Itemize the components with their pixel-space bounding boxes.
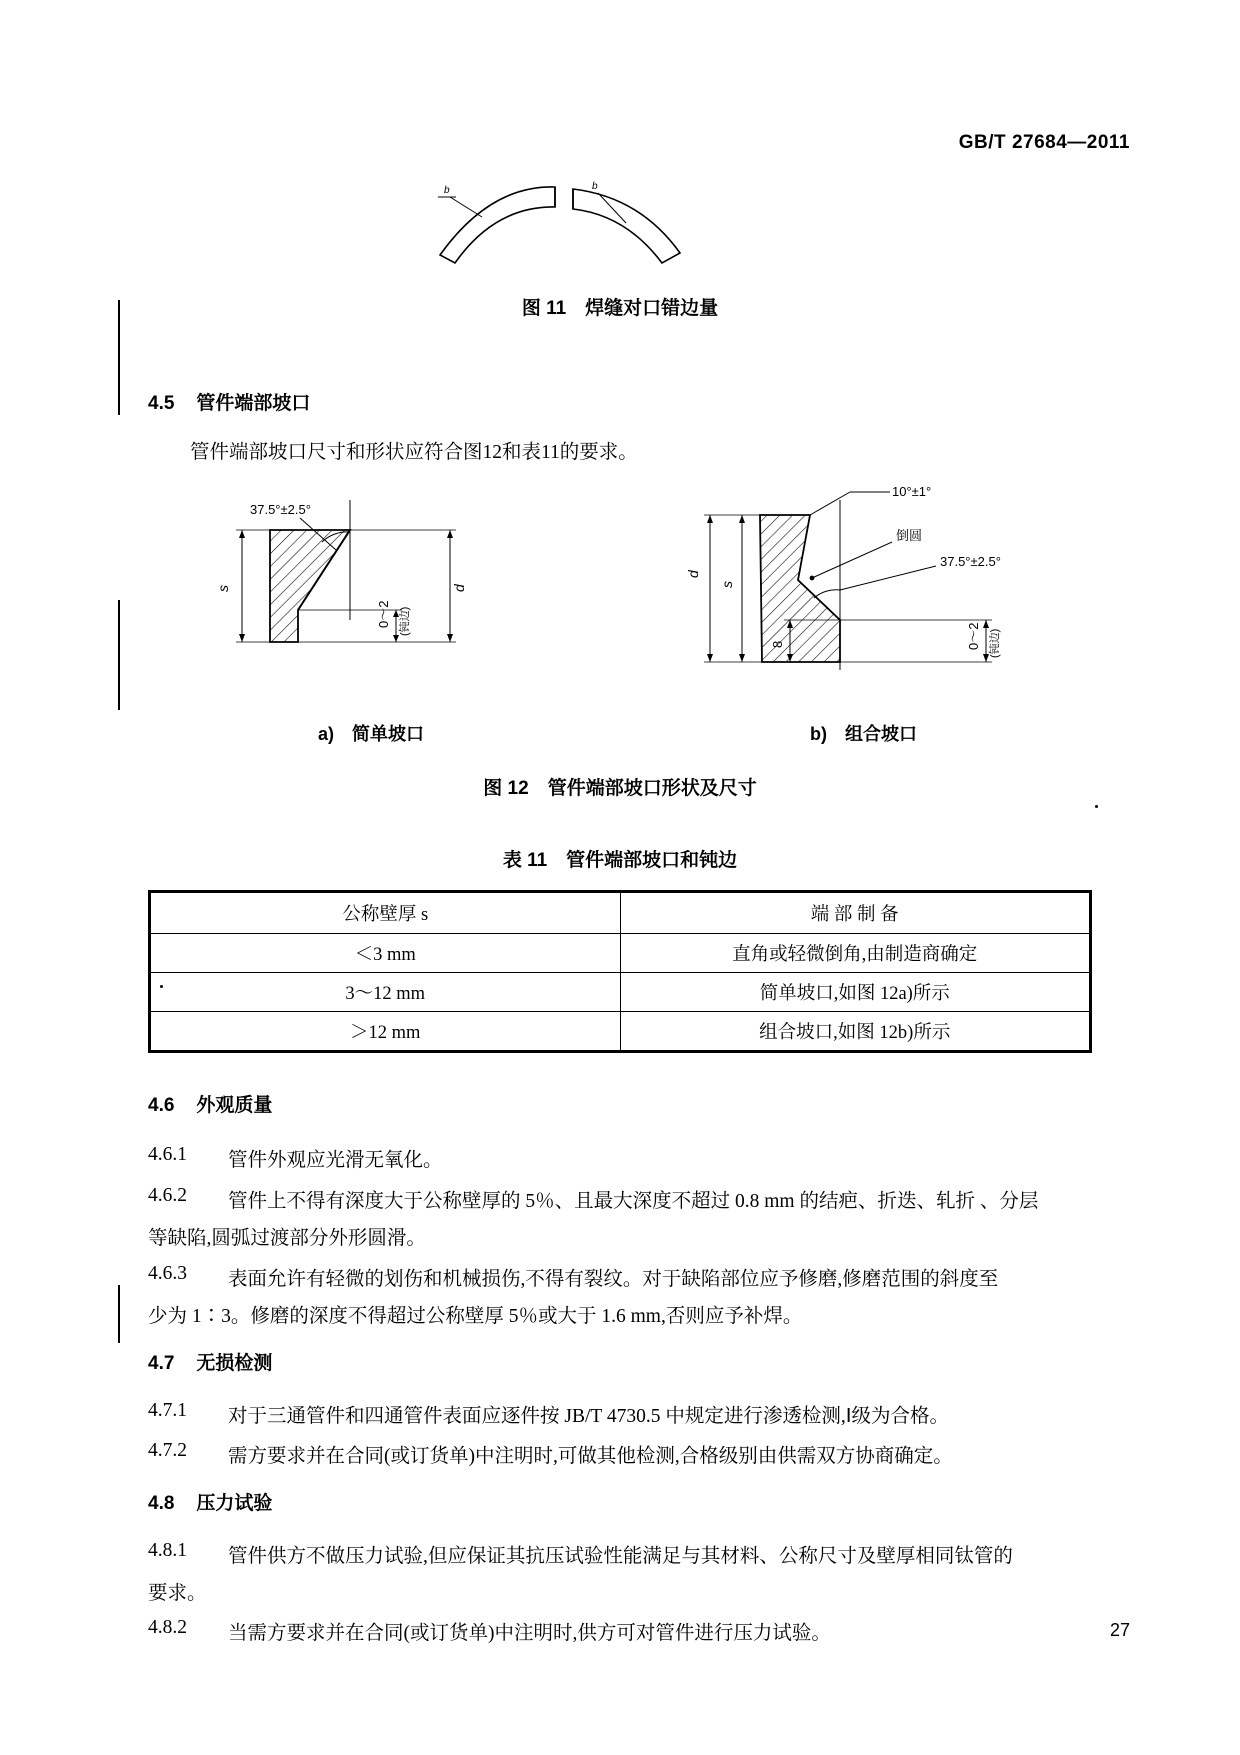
table-11 — [148, 890, 1092, 1053]
margin-tick-mid — [118, 600, 120, 710]
figure-12-sublabel-a: a) 简单坡口 — [318, 724, 425, 744]
paragraph-4-8-1-line2: 要求。 — [148, 1583, 207, 1604]
paragraph-4-7-2: 需方要求并在合同(或订货单)中注明时,可做其他检测,合格级别由供需双方协商确定。 — [228, 1446, 953, 1467]
section-number: 4.5 — [148, 393, 175, 414]
figure-11-caption: 图 11 焊缝对口错边量 — [521, 298, 719, 319]
section-title: 外观质量 — [196, 1095, 273, 1116]
figure-12-sublabel-b: b) 组合坡口 — [810, 724, 917, 744]
section-heading-4-5 — [148, 388, 310, 415]
svg-text:d: d — [451, 584, 467, 592]
figure-12-caption: 图 12 管件端部坡口形状及尺寸 — [483, 778, 757, 799]
svg-text:s: s — [719, 581, 735, 588]
paragraph-number-4-8-2: 4.8.2 — [148, 1617, 187, 1638]
svg-text:(钝边): (钝边) — [989, 628, 1001, 658]
table-row-header — [150, 892, 1091, 934]
table-cell-endprep: 直角或轻微倒角,由制造商确定 — [620, 934, 1091, 973]
section-heading-4-7 — [148, 1348, 272, 1375]
paragraph-4-7-1: 对于三通管件和四通管件表面应逐件按 JB/T 4730.5 中规定进行渗透检测,Ⅰ级为合格。 — [228, 1406, 949, 1427]
svg-text:b: b — [592, 181, 598, 192]
paragraph-4-6-2-line2: 等缺陷,圆弧过渡部分外形圆滑。 — [148, 1228, 426, 1249]
svg-text:0～2: 0～2 — [376, 600, 391, 628]
figure-11-drawing — [430, 175, 710, 290]
section-heading-4-8 — [148, 1488, 272, 1515]
paragraph-number-4-6-3: 4.6.3 — [148, 1263, 187, 1284]
standard-number-header: GB/T 27684—2011 — [958, 132, 1130, 153]
paragraph-number-4-7-1: 4.7.1 — [148, 1400, 187, 1421]
section-title: 无损检测 — [196, 1353, 273, 1374]
svg-text:d: d — [685, 570, 701, 578]
table-header-cell-thickness: 公称壁厚 s — [150, 892, 621, 934]
page-number: 27 — [1109, 1620, 1130, 1640]
paragraph-4-8-2: 当需方要求并在合同(或订货单)中注明时,供方可对管件进行压力试验。 — [228, 1623, 831, 1644]
table-cell-endprep: 简单坡口,如图 12a)所示 — [620, 973, 1091, 1012]
section-title: 压力试验 — [196, 1493, 273, 1514]
svg-text:10°±1°: 10°±1° — [892, 484, 932, 499]
paragraph-4-6-3-line2: 少为 1∶3。修磨的深度不得超过公称壁厚 5％或大于 1.6 mm,否则应予补焊。 — [148, 1306, 803, 1327]
svg-text:0～2: 0～2 — [966, 622, 981, 650]
paragraph-number-4-6-2: 4.6.2 — [148, 1185, 187, 1206]
section-number: 4.7 — [148, 1353, 175, 1374]
paragraph-4-6-2-line1: 管件上不得有深度大于公称壁厚的 5％、且最大深度不超过 0.8 mm 的结疤、折迭、轧折 、分层 — [228, 1191, 1039, 1212]
margin-tick-low — [118, 1285, 120, 1343]
table-cell-endprep: 组合坡口,如图 12b)所示 — [620, 1012, 1091, 1052]
table-header-cell-endprep: 端 部 制 备 — [620, 892, 1091, 934]
paragraph-4-5-intro: 管件端部坡口尺寸和形状应符合图12和表11的要求。 — [190, 442, 638, 463]
svg-text:8: 8 — [770, 640, 785, 648]
section-heading-4-6 — [148, 1090, 272, 1117]
svg-text:s: s — [215, 585, 231, 592]
paragraph-number-4-6-1: 4.6.1 — [148, 1144, 187, 1165]
figure-12-drawing — [150, 470, 1110, 730]
table-cell-thickness: 3～12 mm — [150, 973, 621, 1012]
paragraph-4-6-1: 管件外观应光滑无氧化。 — [228, 1150, 443, 1171]
table-11-title: 表 11 管件端部坡口和钝边 — [502, 850, 738, 871]
paragraph-number-4-8-1: 4.8.1 — [148, 1540, 187, 1561]
svg-text:(钝边): (钝边) — [399, 606, 411, 636]
table-cell-thickness: ＜3 mm — [150, 934, 621, 973]
svg-text:b: b — [444, 185, 450, 196]
table-row — [150, 1012, 1091, 1052]
svg-text:倒圆: 倒圆 — [896, 528, 923, 543]
section-number: 4.8 — [148, 1493, 175, 1514]
paragraph-number-4-7-2: 4.7.2 — [148, 1440, 187, 1461]
svg-text:37.5°±2.5°: 37.5°±2.5° — [940, 554, 1001, 569]
table-row — [150, 934, 1091, 973]
svg-text:37.5°±2.5°: 37.5°±2.5° — [250, 502, 311, 517]
table-cell-thickness: ＞12 mm — [150, 1012, 621, 1052]
margin-dot-upper — [1095, 805, 1098, 808]
section-number: 4.6 — [148, 1095, 175, 1116]
paragraph-4-8-1-line1: 管件供方不做压力试验,但应保证其抗压试验性能满足与其材料、公称尺寸及壁厚相同钛管的 — [228, 1546, 1013, 1567]
section-title: 管件端部坡口 — [196, 393, 311, 414]
table-row — [150, 973, 1091, 1012]
paragraph-4-6-3-line1: 表面允许有轻微的划伤和机械损伤,不得有裂纹。对于缺陷部位应予修磨,修磨范围的斜度至 — [228, 1269, 999, 1290]
